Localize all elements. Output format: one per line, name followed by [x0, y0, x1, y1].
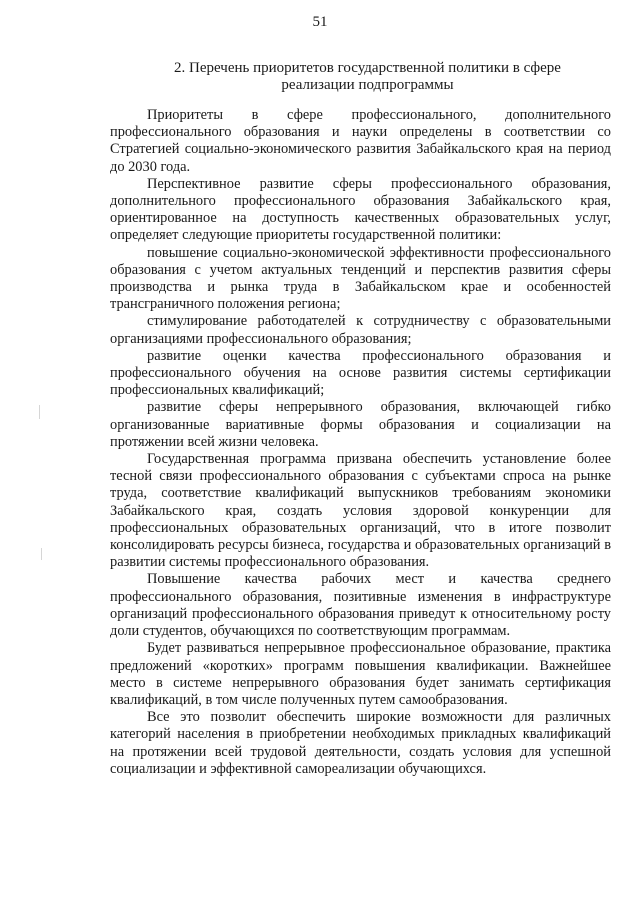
paragraph-priority-quality-assessment: развитие оценки качества профессионального образования и профессионального обучения на основе развития системы сертификации профессиональных квалификаций;	[110, 347, 611, 399]
section-heading-line-1: 2. Перечень приоритетов государственной политики в сфере	[174, 60, 561, 76]
scan-mark-left-lower	[41, 548, 42, 560]
document-body	[110, 107, 611, 778]
paragraph-quality-improvement: Повышение качества рабочих мест и качества среднего профессионального образования, позитивные изменения в инфраструктуре организаций профессионального образования приведут к относительному росту доли студентов, обучающихся по соответствующим программам.	[110, 571, 611, 640]
paragraph-state-program: Государственная программа призвана обеспечить установление более тесной связи профессионального образования с субъектами спроса на рынке труда, соответствие квалификаций выпускников требованиям экономики Забайкальского края, создать условия здоровой конкуренции для профессиональных образовательных организаций, что в итоге позволит консолидировать ресурсы бизнеса, государства и образовательных организаций в развитии системы профессионального образования.	[110, 451, 611, 571]
paragraph-continuous-education: Будет развиваться непрерывное профессиональное образование, практика предложений «коротких» программ повышения квалификации. Важнейшее место в системе непрерывного образования будет занимать сертификация квалификаций, в том числе полученных путем самообразования.	[110, 640, 611, 708]
scan-mark-left-upper	[39, 405, 40, 419]
section-heading-line-2: реализации подпрограммы	[281, 77, 454, 93]
paragraph-priority-continuous-education: развитие сферы непрерывного образования, включающей гибко организованные вариативные формы образования и социализации на протяжении всей жизни человека.	[110, 399, 611, 450]
page-number: 51	[312, 14, 328, 30]
paragraph-priority-employers: стимулирование работодателей к сотрудничеству с образовательными организациями профессионального образования;	[110, 313, 611, 347]
section-heading	[150, 60, 585, 94]
paragraph-conclusion: Все это позволит обеспечить широкие возможности для различных категорий населения в приобретении необходимых прикладных квалификаций на протяжении всей трудовой деятельности, создать условия для успешной социализации и эффективной самореализации обучающихся.	[110, 709, 611, 777]
paragraph-priority-efficiency: повышение социально-экономической эффективности профессионального образования с учетом актуальных тенденций и перспектив развития сферы производства и рынка труда в Забайкальском крае и особенностей трансграничного положения региона;	[110, 244, 611, 313]
paragraph-prospective-development: Перспективное развитие сферы профессионального образования, дополнительного профессионального образования Забайкальского края, ориентированное на доступность качественных образовательных услуг, определяет следующие приоритеты государственной политики:	[110, 175, 611, 244]
paragraph-priorities: Приоритеты в сфере профессионального, дополнительного профессионального образования и науки определены в соответствии со Стратегией социально-экономического развития Забайкальского края на период до 2030 года.	[110, 107, 611, 175]
